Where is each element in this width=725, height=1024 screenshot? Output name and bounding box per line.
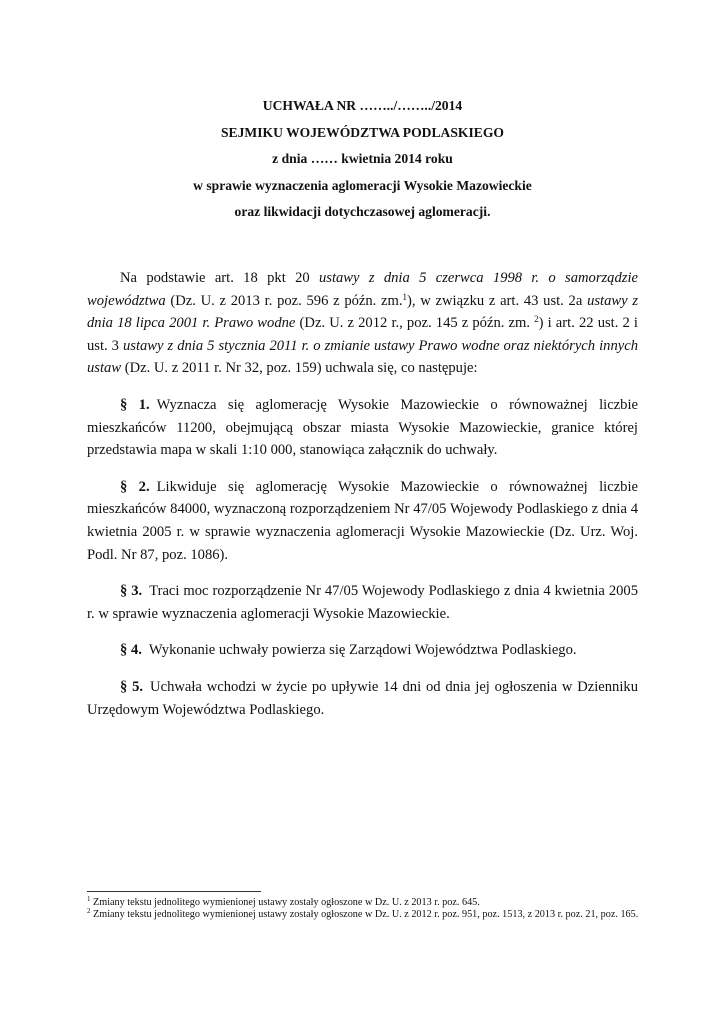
issuing-body: SEJMIKU WOJEWÓDZTWA PODLASKIEGO <box>220 124 504 140</box>
section-label: § 1. <box>120 396 150 413</box>
preamble-text: (Dz. U. z 2011 r. Nr 32, poz. 159) uchwala się, co następuje: <box>121 360 478 377</box>
footnote-divider <box>87 891 261 892</box>
footnote-ref-2: 2 <box>534 314 539 325</box>
act-title-water-law-amendment: ustawy z dnia 5 stycznia 2011 r. o zmianie ustawy Prawo wodne oraz niektórych innych ustaw <box>87 337 638 377</box>
preamble-text: Na podstawie art. 18 pkt 20 <box>120 270 319 286</box>
section-3 <box>87 580 638 625</box>
section-label: § 3. <box>120 583 143 600</box>
resolution-subject-line2: oraz likwidacji dotychczasowej aglomeracji. <box>234 204 491 219</box>
preamble-paragraph <box>87 267 638 380</box>
footnote-2 <box>87 909 647 921</box>
preamble-text: (Dz. U. z 2012 r., poz. 145 z późn. zm. <box>295 315 535 332</box>
resolution-number: UCHWAŁA NR ……../……../2014 <box>262 98 463 113</box>
footnote-mark: 1 <box>87 895 91 903</box>
act-title-water-law: ustawy z dnia 18 lipca 2001 r. Prawo wodne <box>87 292 639 332</box>
preamble-text: ) i art. 22 ust. 2 i ust. 3 <box>87 315 638 354</box>
section-label: § 2. <box>120 478 150 495</box>
resolution-date: z dnia …… kwietnia 2014 roku <box>272 151 453 166</box>
act-title-regional-government: ustawy z dnia 5 czerwca 1998 r. o samorządzie województwa <box>87 270 638 309</box>
section-4 <box>87 639 638 662</box>
section-text: Traci moc rozporządzenie Nr 47/05 Wojewody Podlaskiego z dnia 4 kwietnia 2005 r. w sprawie wyznaczenia aglomeracji Wysokie Mazowieckie. <box>87 583 639 622</box>
footnote-text: Zmiany tekstu jednolitego wymienionej ustawy zostały ogłoszone w Dz. U. z 2013 r. poz. 645. <box>90 897 480 908</box>
section-label: § 5. <box>120 678 144 695</box>
section-label: § 4. <box>120 642 142 659</box>
preamble-text: ), w związku z art. 43 ust. 2a <box>407 292 588 309</box>
section-5 <box>87 676 638 721</box>
section-text: Wyznacza się aglomerację Wysokie Mazowieckie o równoważnej liczbie mieszkańców 11200, obejmującą obszar miasta Wysokie Mazowieckie, granice której przedstawia mapa w skali 1:10 000, stanowiąca załącznik do uchwały. <box>87 396 639 459</box>
preamble-text: (Dz. U. z 2013 r. poz. 596 z późn. zm. <box>165 292 403 309</box>
section-text: Wykonanie uchwały powierza się Zarządowi Województwa Podlaskiego. <box>148 642 577 659</box>
footnotes <box>87 897 647 921</box>
footnote-mark: 2 <box>87 907 91 916</box>
resolution-body <box>87 267 638 721</box>
section-1 <box>87 394 638 462</box>
section-2 <box>87 476 638 566</box>
resolution-title <box>60 93 665 226</box>
section-text: Uchwała wchodzi w życie po upływie 14 dni od dnia jej ogłoszenia w Dzienniku Urzędowym Województwa Podlaskiego. <box>87 678 638 718</box>
resolution-subject-line1: w sprawie wyznaczenia aglomeracji Wysokie Mazowieckie <box>193 177 532 193</box>
footnote-1 <box>87 897 647 909</box>
footnote-ref-1: 1 <box>402 291 408 302</box>
section-text: Likwiduje się aglomerację Wysokie Mazowieckie o równoważnej liczbie mieszkańców 84000, wyznaczoną rozporządzeniem Nr 47/05 Wojewody Podlaskiego z dnia 4 kwietnia 2005 r. w sprawie wyznaczenia aglomeracji Wysokie Mazowieckie (Dz. Urz. Woj. Podl. Nr 87, poz. 1086). <box>87 478 639 563</box>
footnote-text: Zmiany tekstu jednolitego wymienionej ustawy zostały ogłoszone w Dz. U. z 2012 r. poz. 951, poz. 1513, z 2013 r. poz. 21, poz. 165. <box>90 909 639 921</box>
